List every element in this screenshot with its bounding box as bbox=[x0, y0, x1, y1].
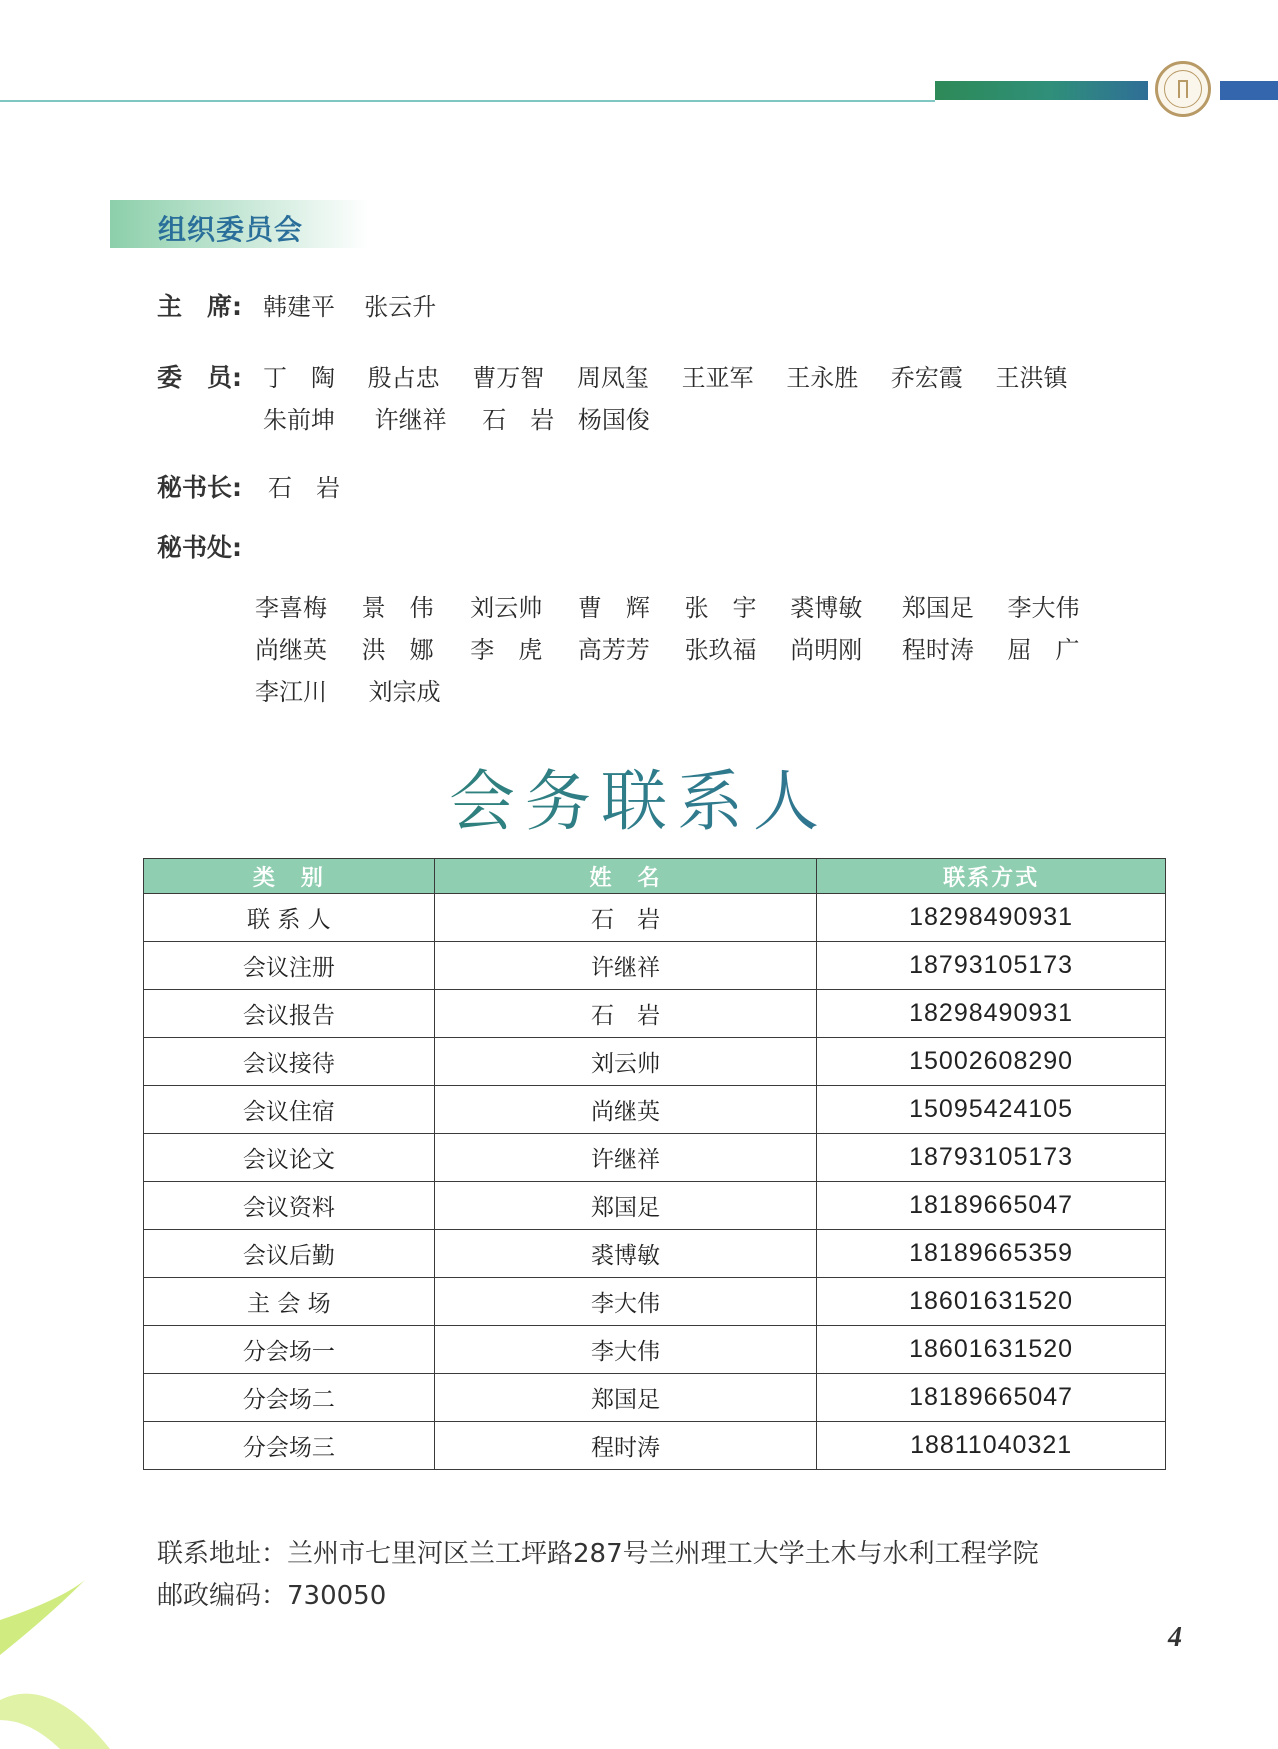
person-name: 王亚军 bbox=[681, 364, 754, 392]
person-name: 石 岩 bbox=[482, 406, 555, 434]
table-row bbox=[144, 1230, 1166, 1278]
person-name: 尚继英 bbox=[255, 636, 327, 664]
person-name: 曹万智 bbox=[472, 364, 545, 392]
chair-label: 主 席: bbox=[157, 292, 242, 321]
secretariat-line-3 bbox=[255, 672, 469, 707]
person-name: 裘博敏 bbox=[790, 594, 863, 622]
postcode-line bbox=[157, 1575, 386, 1612]
person-name: 尚明刚 bbox=[790, 636, 863, 664]
table-row bbox=[144, 1326, 1166, 1374]
column-header-category: 类 别 bbox=[144, 859, 435, 894]
cell-name: 许继祥 bbox=[434, 1134, 817, 1182]
table-row bbox=[144, 1134, 1166, 1182]
person-name: 张玖福 bbox=[684, 636, 757, 664]
members-line-2 bbox=[263, 400, 675, 435]
cell-phone: 18793105173 bbox=[817, 942, 1166, 990]
table-row bbox=[144, 1086, 1166, 1134]
university-seal-logo bbox=[1155, 61, 1211, 117]
cell-category: 分会场一 bbox=[144, 1326, 435, 1374]
column-header-name: 姓 名 bbox=[434, 859, 817, 894]
cell-name: 裘博敏 bbox=[434, 1230, 817, 1278]
cell-name: 李大伟 bbox=[434, 1326, 817, 1374]
person-name: 王永胜 bbox=[786, 364, 859, 392]
cell-phone: 18601631520 bbox=[817, 1278, 1166, 1326]
cell-name: 许继祥 bbox=[434, 942, 817, 990]
section-title: 组织委员会 bbox=[158, 213, 304, 246]
secretariat-label: 秘书处: bbox=[157, 533, 242, 562]
table-row bbox=[144, 1182, 1166, 1230]
person-name: 李大伟 bbox=[1007, 594, 1080, 622]
cell-name: 郑国足 bbox=[434, 1374, 817, 1422]
address-line bbox=[157, 1533, 1039, 1570]
cell-phone: 18601631520 bbox=[817, 1326, 1166, 1374]
cell-category: 分会场二 bbox=[144, 1374, 435, 1422]
address-label: 联系地址： bbox=[157, 1539, 288, 1569]
header-blue-bar bbox=[1220, 81, 1278, 100]
cell-phone: 18811040321 bbox=[817, 1422, 1166, 1470]
cell-category: 联 系 人 bbox=[144, 894, 435, 942]
person-name: 张云升 bbox=[364, 293, 437, 321]
cell-phone: 15095424105 bbox=[817, 1086, 1166, 1134]
address-value: 兰州市七里河区兰工坪路287号兰州理工大学土木与水利工程学院 bbox=[287, 1539, 1039, 1569]
cell-category: 会议资料 bbox=[144, 1182, 435, 1230]
table-row bbox=[144, 894, 1166, 942]
cell-name: 程时涛 bbox=[434, 1422, 817, 1470]
cell-category: 会议后勤 bbox=[144, 1230, 435, 1278]
members-line-1 bbox=[263, 358, 1092, 393]
members-label: 委 员: bbox=[157, 363, 242, 392]
table-row bbox=[144, 1374, 1166, 1422]
cell-category: 会议论文 bbox=[144, 1134, 435, 1182]
cell-name: 石 岩 bbox=[434, 894, 817, 942]
person-name: 刘宗成 bbox=[368, 678, 441, 706]
chair-names bbox=[263, 287, 436, 322]
cell-category: 会议接待 bbox=[144, 1038, 435, 1086]
secretariat-line-1 bbox=[255, 588, 1104, 623]
cell-name: 石 岩 bbox=[434, 990, 817, 1038]
person-name: 李 虎 bbox=[470, 636, 543, 664]
table-row bbox=[144, 1038, 1166, 1086]
postcode-label: 邮政编码： bbox=[157, 1581, 288, 1611]
person-name: 程时涛 bbox=[901, 636, 974, 664]
cell-name: 尚继英 bbox=[434, 1086, 817, 1134]
column-header-contact: 联系方式 bbox=[817, 859, 1166, 894]
cell-category: 主 会 场 bbox=[144, 1278, 435, 1326]
table-header-row bbox=[144, 859, 1166, 894]
cell-phone: 15002608290 bbox=[817, 1038, 1166, 1086]
cell-name: 郑国足 bbox=[434, 1182, 817, 1230]
contacts-table bbox=[143, 858, 1166, 1470]
person-name: 丁 陶 bbox=[263, 364, 335, 392]
person-name: 郑国足 bbox=[901, 594, 974, 622]
person-name: 洪 娜 bbox=[361, 636, 434, 664]
decorative-swoosh bbox=[0, 1580, 160, 1749]
person-name: 朱前坤 bbox=[263, 406, 335, 434]
cell-category: 会议住宿 bbox=[144, 1086, 435, 1134]
person-name: 乔宏霞 bbox=[890, 364, 963, 392]
person-name: 杨国俊 bbox=[577, 406, 650, 434]
section-tag-organizing-committee bbox=[110, 200, 370, 248]
contacts-title: 会务联系人 bbox=[0, 748, 1278, 843]
cell-category: 分会场三 bbox=[144, 1422, 435, 1470]
cell-category: 会议报告 bbox=[144, 990, 435, 1038]
cell-phone: 18189665047 bbox=[817, 1182, 1166, 1230]
secretariat-line-2 bbox=[255, 630, 1104, 665]
person-name: 屈 广 bbox=[1007, 636, 1080, 664]
cell-name: 刘云帅 bbox=[434, 1038, 817, 1086]
secretary-general-label: 秘书长: bbox=[157, 473, 242, 502]
table-row bbox=[144, 1422, 1166, 1470]
person-name: 李江川 bbox=[255, 678, 327, 706]
header-line bbox=[0, 100, 935, 102]
cell-phone: 18298490931 bbox=[817, 990, 1166, 1038]
table-row bbox=[144, 942, 1166, 990]
secretary-general-name: 石 岩 bbox=[268, 474, 340, 502]
cell-category: 会议注册 bbox=[144, 942, 435, 990]
cell-phone: 18793105173 bbox=[817, 1134, 1166, 1182]
cell-phone: 18298490931 bbox=[817, 894, 1166, 942]
page-number: 4 bbox=[1168, 1622, 1182, 1653]
person-name: 景 伟 bbox=[361, 594, 434, 622]
person-name: 张 宇 bbox=[684, 594, 757, 622]
header-gradient-bar bbox=[935, 81, 1148, 100]
person-name: 许继祥 bbox=[374, 406, 447, 434]
person-name: 韩建平 bbox=[263, 293, 335, 321]
postcode-value: 730050 bbox=[287, 1581, 387, 1611]
cell-name: 李大伟 bbox=[434, 1278, 817, 1326]
table-row bbox=[144, 990, 1166, 1038]
cell-phone: 18189665359 bbox=[817, 1230, 1166, 1278]
person-name: 王洪镇 bbox=[995, 364, 1068, 392]
cell-phone: 18189665047 bbox=[817, 1374, 1166, 1422]
person-name: 周凤玺 bbox=[576, 364, 649, 392]
person-name: 刘云帅 bbox=[470, 594, 543, 622]
person-name: 李喜梅 bbox=[255, 594, 327, 622]
person-name: 高芳芳 bbox=[577, 636, 650, 664]
person-name: 殷占忠 bbox=[367, 364, 440, 392]
table-row bbox=[144, 1278, 1166, 1326]
person-name: 曹 辉 bbox=[577, 594, 650, 622]
